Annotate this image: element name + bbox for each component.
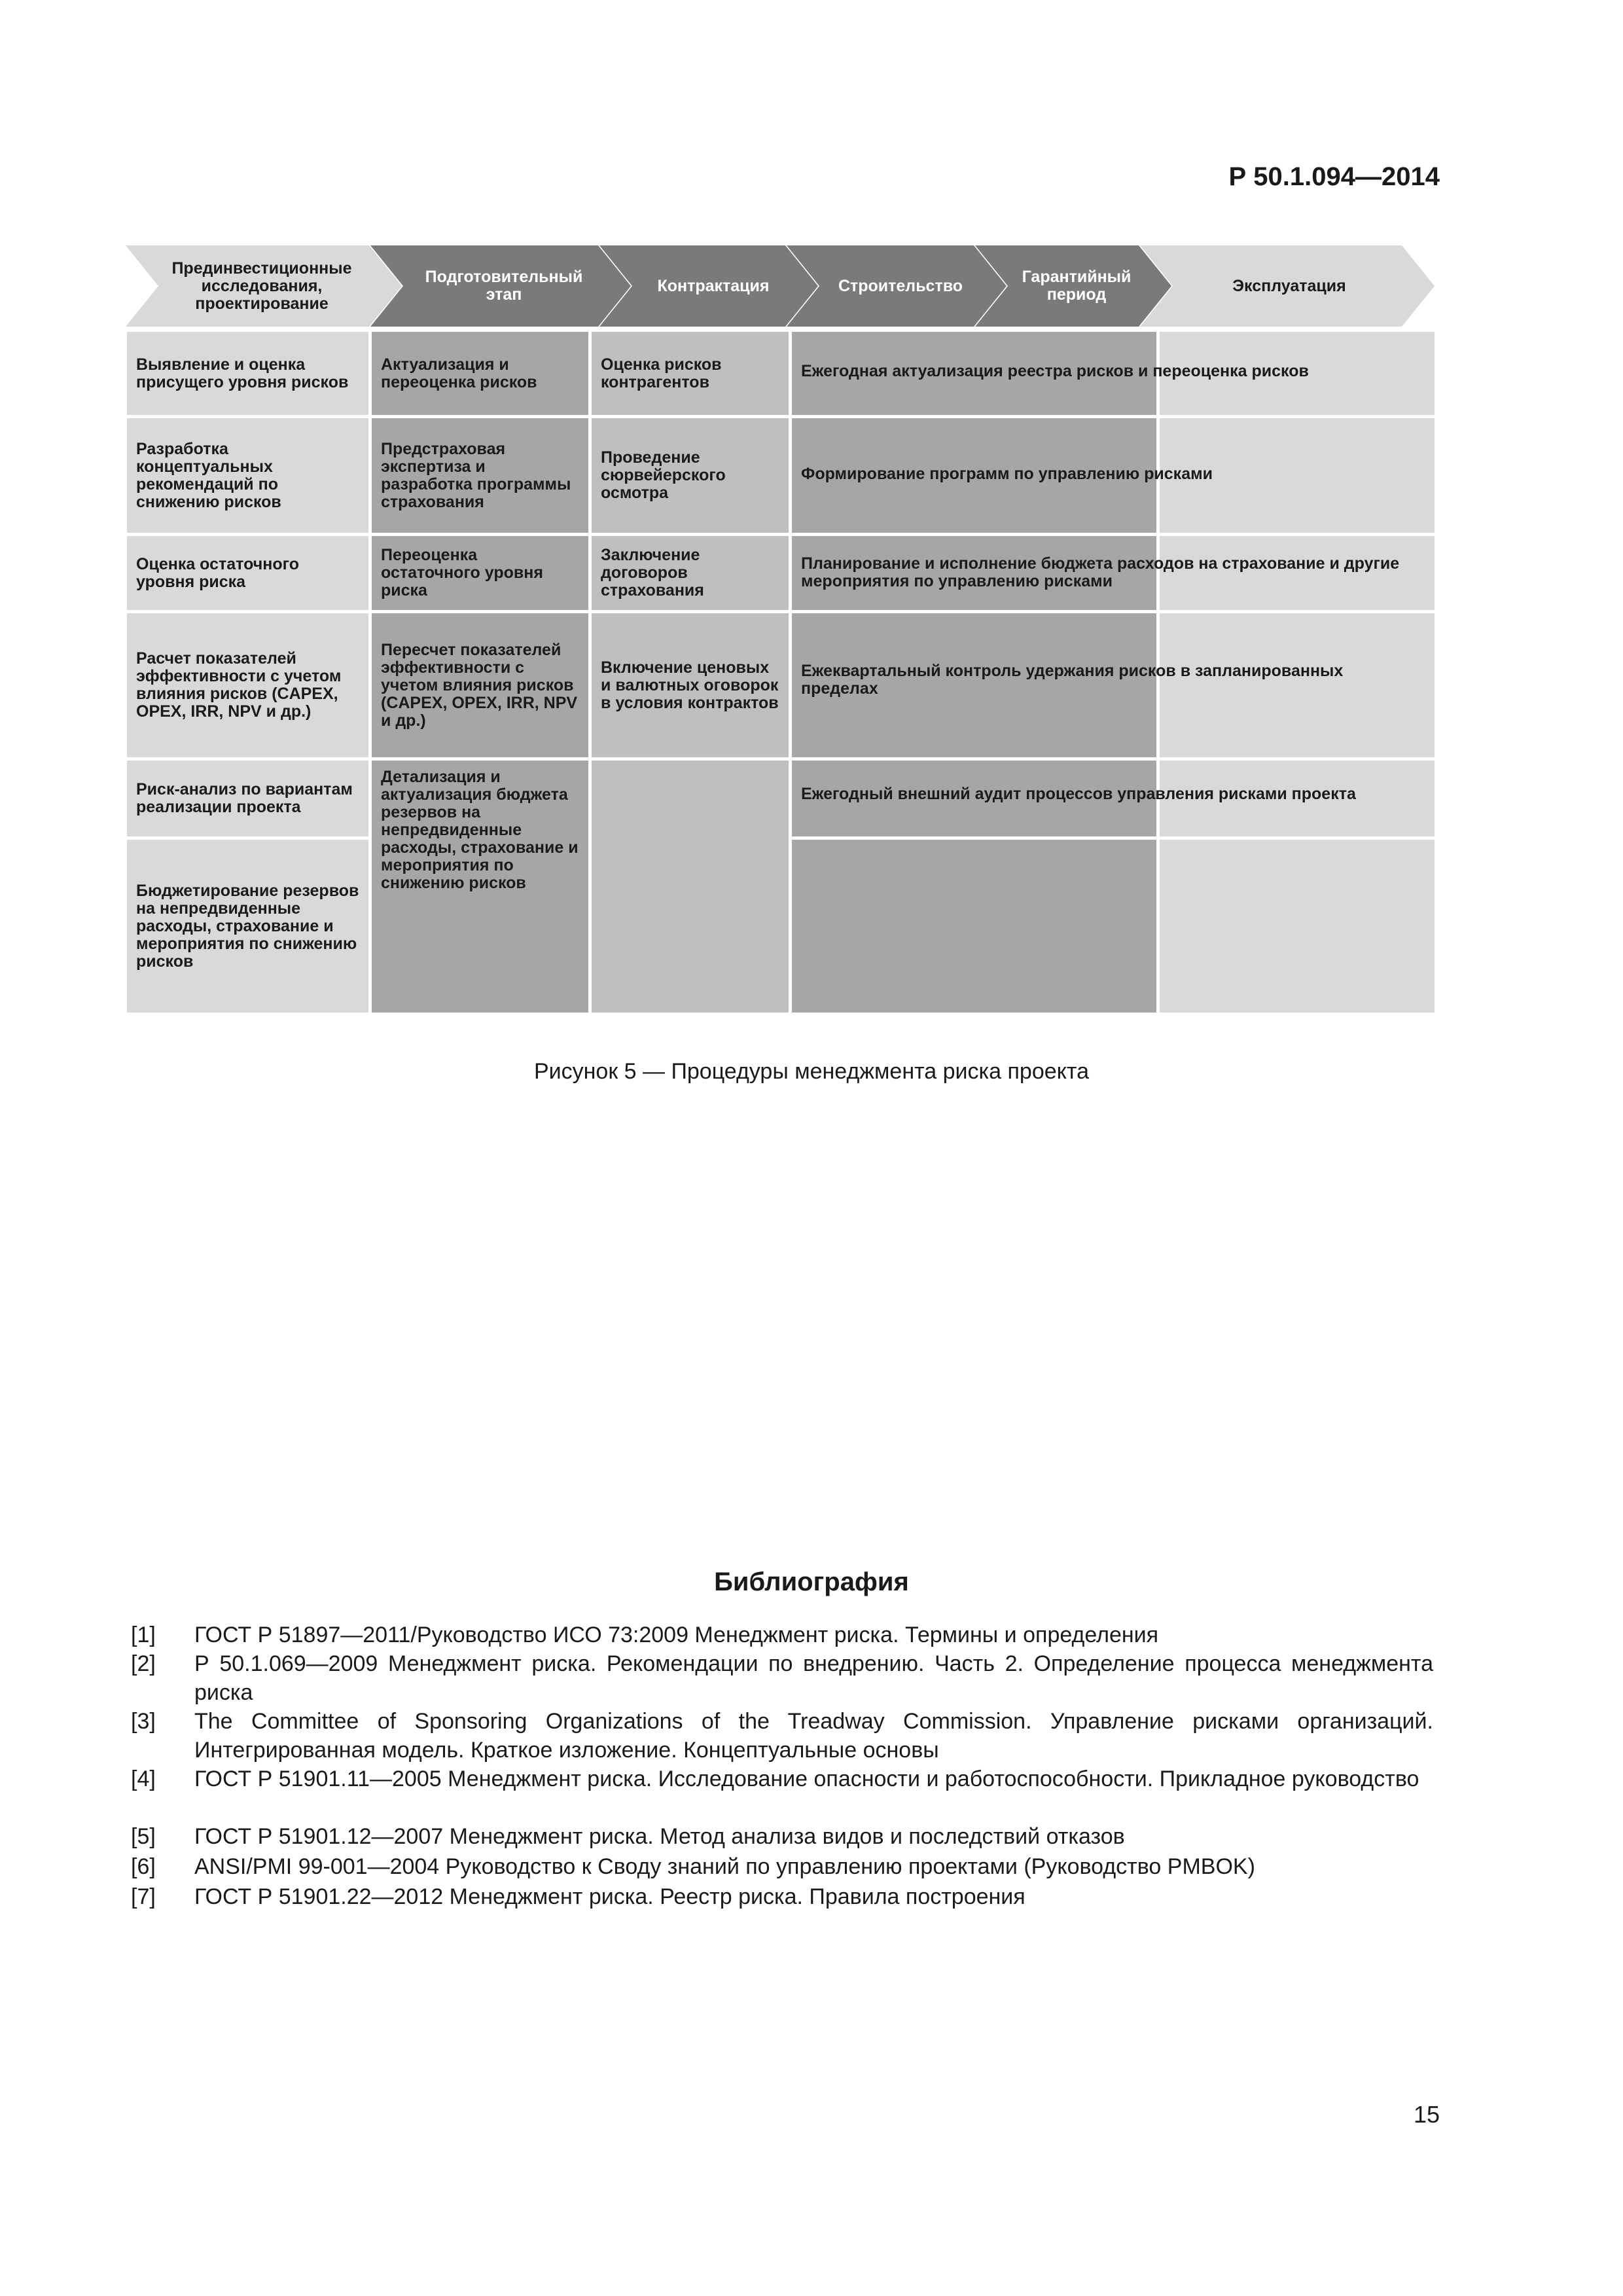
cell-prep-row1: Актуализация и переоценка рисков	[372, 332, 588, 415]
bibliography-item	[131, 1707, 1433, 1765]
cell-contract-row4: Включение ценовых и валютных оговорок в условия контрактов	[592, 613, 789, 757]
phase-label-contracting: Контрактация	[657, 276, 770, 295]
bibliography-item-text: ANSI/PMI 99-001—2004 Руководство к Своду знаний по управлению проектами (Руководство PMBOK)	[194, 1854, 1255, 1879]
cell-pre-row5: Риск-анализ по вариантам реализации проекта	[127, 761, 368, 836]
cell-prep-row4: Пересчет показателей эффективности с учетом влияния рисков (CAPEX, OPEX, IRR, NPV и др.)	[372, 613, 588, 757]
phase-label-operation: Эксплуатация	[1232, 276, 1346, 295]
cell-prep-row2: Предстраховая экспертиза и разработка программы страхования	[372, 418, 588, 533]
page-number: 15	[1413, 2101, 1440, 2128]
text-wide-row1: Ежегодная актуализация реестра рисков и переоценка рисков	[801, 362, 1309, 380]
bibliography-item-number: [4]	[131, 1767, 156, 1791]
text-wide-row4: Ежеквартальный контроль удержания рисков в запланированных пределах	[801, 662, 1344, 698]
bibliography-item	[131, 1765, 1433, 1793]
cell-contract-row3: Заключение договоров страхования	[592, 536, 789, 610]
cell-pre-row1: Выявление и оценка присущего уровня рисков	[127, 332, 368, 415]
bibliography-item	[131, 1649, 1433, 1707]
phase-label-preparatory: Подготовительный этап	[425, 268, 583, 304]
cell-pre-row4: Расчет показателей эффективности с учетом влияния рисков (CAPEX, OPEX, IRR, NPV и др.)	[127, 613, 368, 757]
cell-pre-row6: Бюджетирование резервов на непредвиденные расходы, страхование и мероприятия по снижению рисков	[127, 840, 368, 1013]
document-code: Р 50.1.094—2014	[1228, 162, 1440, 191]
bibliography-item-text: The Committee of Sponsoring Organizations of the Treadway Commission. Управление рисками организаций. Интегрированная модель. Краткое изложение. Концептуальные основы	[194, 1709, 1433, 1763]
cell-prep-row5: Детализация и актуализация бюджета резервов на непредвиденные расходы, страхование и мероприятия по снижению рисков	[372, 761, 588, 1013]
text-wide-row2: Формирование программ по управлению рисками	[801, 465, 1213, 483]
bibliography-item-text: ГОСТ Р 51901.12—2007 Менеджмент риска. Метод анализа видов и последствий отказов	[194, 1824, 1125, 1849]
bibliography-item-text: ГОСТ Р 51901.22—2012 Менеджмент риска. Реестр риска. Правила построения	[194, 1884, 1026, 1909]
bibliography-item-number: [5]	[131, 1824, 156, 1849]
text-wide-row5: Ежегодный внешний аудит процессов управления рисками проекта	[801, 785, 1356, 803]
bibliography-item-number: [7]	[131, 1884, 156, 1909]
cell-prep-row3: Переоценка остаточного уровня риска	[372, 536, 588, 610]
bibliography-item	[131, 1822, 1433, 1851]
bibliography-item-number: [2]	[131, 1651, 156, 1676]
bibliography-item-number: [1]	[131, 1623, 156, 1647]
figure-caption: Рисунок 5 — Процедуры менеджмента риска проекта	[533, 1059, 1090, 1084]
bibliography-item	[131, 1621, 1433, 1649]
cell-pre-row2: Разработка концептуальных рекомендаций по снижению рисков	[127, 418, 368, 533]
bibliography-title: Библиография	[714, 1568, 909, 1596]
bibliography-item-number: [3]	[131, 1709, 156, 1734]
cell-contract-row5	[592, 761, 789, 1013]
cell-contract-row2: Проведение сюрвейерского осмотра	[592, 418, 789, 533]
bibliography-item	[131, 1882, 1433, 1911]
bibliography-item-number: [6]	[131, 1854, 156, 1879]
bibliography-item-text: Р 50.1.069—2009 Менеджмент риска. Рекомендации по внедрению. Часть 2. Определение процесса менеджмента риска	[194, 1651, 1433, 1705]
phase-label-preinvestment: Прединвестиционные исследования, проектирование	[171, 259, 352, 313]
bibliography-item-text: ГОСТ Р 51897—2011/Руководство ИСО 73:2009 Менеджмент риска. Термины и определения	[194, 1623, 1159, 1647]
bibliography-item	[131, 1852, 1433, 1881]
cell-contract-row1: Оценка рисков контрагентов	[592, 332, 789, 415]
cell-pre-row3: Оценка остаточного уровня риска	[127, 536, 368, 610]
phase-label-warranty: Гарантийный период	[1022, 268, 1132, 304]
cell-construction-row6	[792, 840, 1156, 1013]
cell-operation-row6	[1160, 840, 1435, 1013]
text-wide-row3: Планирование и исполнение бюджета расходов на страхование и другие мероприятия по управлению рисками	[801, 554, 1400, 590]
phase-label-construction: Строительство	[838, 276, 963, 295]
bibliography-item-text: ГОСТ Р 51901.11—2005 Менеджмент риска. Исследование опасности и работоспособности. Прикладное руководство	[194, 1767, 1419, 1791]
